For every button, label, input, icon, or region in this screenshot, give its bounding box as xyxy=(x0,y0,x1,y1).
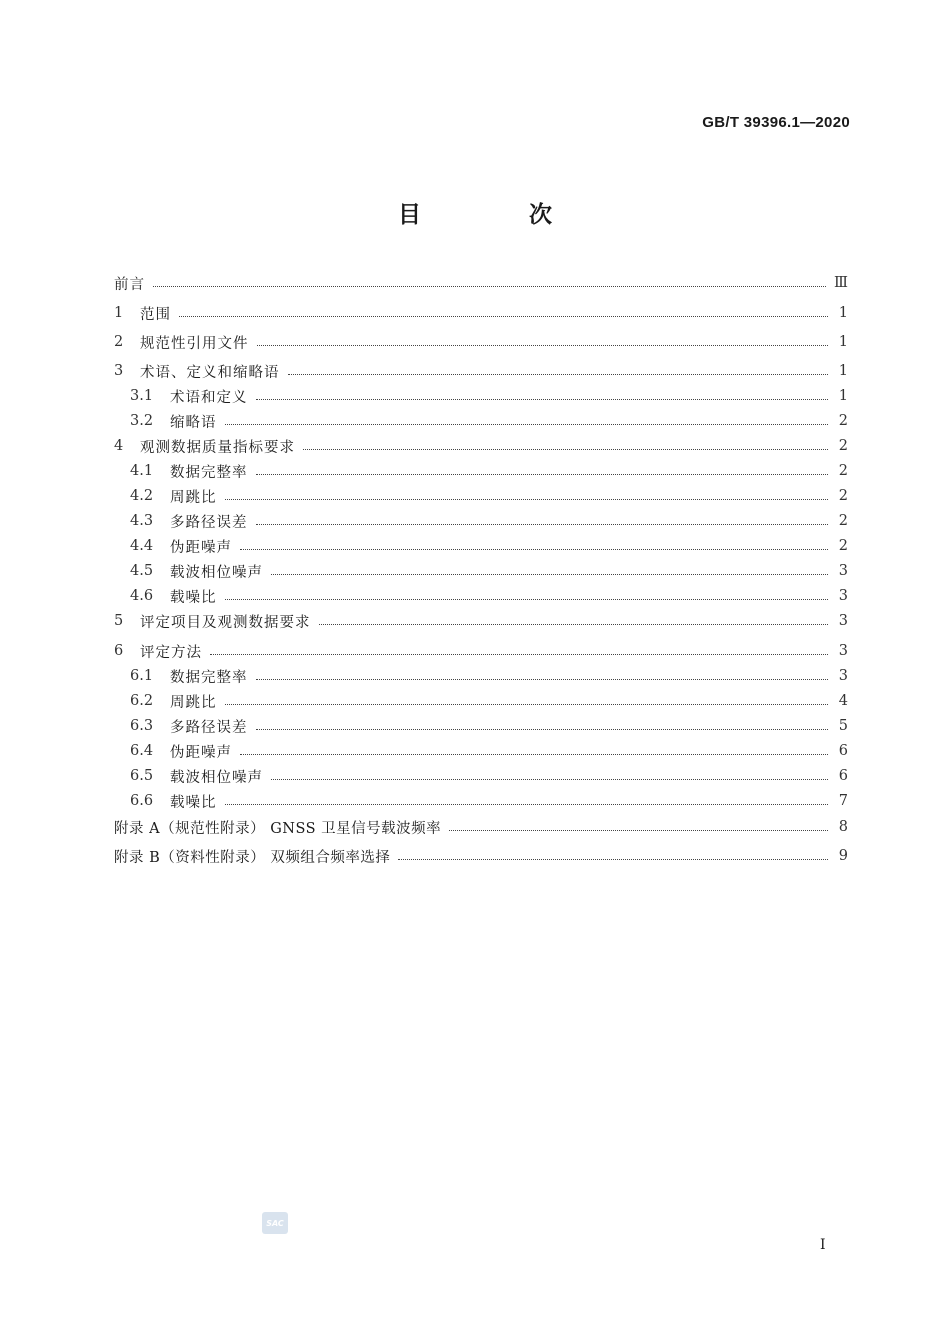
toc-entry-label: 伪距噪声 xyxy=(170,744,232,761)
toc-entry-label: 前言 xyxy=(114,276,145,293)
toc-entry-number: 6.2 xyxy=(130,693,154,709)
toc-entry-page: 3 xyxy=(838,668,848,684)
toc-entry[interactable] xyxy=(114,385,848,407)
dot-leader xyxy=(319,624,829,625)
toc-entry[interactable] xyxy=(114,665,848,687)
dot-leader xyxy=(271,574,828,575)
toc-entry[interactable] xyxy=(114,585,848,607)
toc-entry[interactable] xyxy=(114,410,848,432)
toc-entry-page: 2 xyxy=(838,438,848,454)
toc-entry-number: 1 xyxy=(114,305,124,321)
toc-entry[interactable] xyxy=(114,790,848,812)
page-title: 目 次 xyxy=(397,202,602,228)
toc-entry-page: 3 xyxy=(838,563,848,579)
toc-entry-page: 2 xyxy=(838,463,848,479)
standard-code: GB/T 39396.1—2020 xyxy=(702,114,850,131)
toc-entry[interactable] xyxy=(114,360,848,382)
toc-entry[interactable] xyxy=(114,331,848,353)
toc-entry-page: 1 xyxy=(838,388,848,404)
dot-leader xyxy=(153,286,826,287)
toc-entry[interactable] xyxy=(114,690,848,712)
dot-leader xyxy=(225,424,829,425)
sac-logo-icon: SAC xyxy=(262,1212,288,1234)
toc-entry-page: 6 xyxy=(838,768,848,784)
toc-entry-page: 9 xyxy=(838,848,848,864)
toc-entry-page: 1 xyxy=(838,363,848,379)
toc-entry-page: 1 xyxy=(838,305,848,321)
dot-leader xyxy=(225,599,829,600)
toc-entry-page: 2 xyxy=(838,413,848,429)
toc-entry-number: 6 xyxy=(114,643,124,659)
dot-leader xyxy=(398,859,828,860)
toc-entry-page: 8 xyxy=(838,819,848,835)
toc-entry[interactable] xyxy=(114,560,848,582)
toc-entry-label: 载噪比 xyxy=(170,589,217,606)
toc-entry-label: 附录 B（资料性附录） 双频组合频率选择 xyxy=(114,849,391,866)
toc-entry-label: 附录 A（规范性附录） GNSS 卫星信号载波频率 xyxy=(114,820,442,837)
dot-leader xyxy=(256,729,829,730)
toc-entry-page: 2 xyxy=(838,538,848,554)
toc-entry[interactable] xyxy=(114,272,848,294)
toc-entry-label: 缩略语 xyxy=(170,414,217,431)
toc-entry-label: 周跳比 xyxy=(170,489,217,506)
toc-entry[interactable] xyxy=(114,640,848,662)
toc-entry[interactable] xyxy=(114,740,848,762)
toc-entry-number: 4.3 xyxy=(130,513,154,529)
toc-entry-page: 5 xyxy=(838,718,848,734)
toc-entry-page: 6 xyxy=(838,743,848,759)
toc-entry[interactable] xyxy=(114,610,848,632)
toc-entry-label: 术语、定义和缩略语 xyxy=(140,364,280,381)
toc-entry-page: 1 xyxy=(838,334,848,350)
dot-leader xyxy=(256,524,829,525)
toc-entry-number: 4.6 xyxy=(130,588,154,604)
toc-entry-number: 4.4 xyxy=(130,538,154,554)
toc-entry-number: 6.3 xyxy=(130,718,154,734)
page-number: I xyxy=(820,1237,826,1253)
toc-entry[interactable] xyxy=(114,435,848,457)
toc-entry-label: 数据完整率 xyxy=(170,669,248,686)
dot-leader xyxy=(256,399,829,400)
toc-entry-number: 4.2 xyxy=(130,488,154,504)
toc-entry[interactable] xyxy=(114,460,848,482)
toc-entry-number: 6.4 xyxy=(130,743,154,759)
toc-entry-number: 3.1 xyxy=(130,388,154,404)
toc-entry-number: 6.6 xyxy=(130,793,154,809)
toc-entry-page: 3 xyxy=(838,588,848,604)
toc-entry-number: 4.1 xyxy=(130,463,154,479)
dot-leader xyxy=(303,449,828,450)
toc-entry-page: 4 xyxy=(838,693,848,709)
toc-entry-number: 3.2 xyxy=(130,413,154,429)
toc-entry[interactable] xyxy=(114,302,848,324)
toc-entry-number: 4 xyxy=(114,438,124,454)
toc-entry[interactable] xyxy=(114,485,848,507)
toc-entry-label: 周跳比 xyxy=(170,694,217,711)
toc-entry-label: 多路径误差 xyxy=(170,514,248,531)
toc-entry[interactable] xyxy=(114,765,848,787)
toc-entry-label: 术语和定义 xyxy=(170,389,248,406)
dot-leader xyxy=(240,754,828,755)
toc-entry-page: 3 xyxy=(838,643,848,659)
toc-entry-label: 评定方法 xyxy=(140,644,202,661)
toc-entry-label: 载噪比 xyxy=(170,794,217,811)
dot-leader xyxy=(210,654,828,655)
toc-entry-number: 3 xyxy=(114,363,124,379)
toc-entry-number: 6.5 xyxy=(130,768,154,784)
dot-leader xyxy=(256,474,829,475)
dot-leader xyxy=(449,830,828,831)
dot-leader xyxy=(256,679,829,680)
toc-entry-label: 数据完整率 xyxy=(170,464,248,481)
dot-leader xyxy=(271,779,828,780)
toc-entry[interactable] xyxy=(114,535,848,557)
toc-entry-page: Ⅲ xyxy=(834,275,848,291)
toc-entry-label: 范围 xyxy=(140,306,171,323)
toc-entry-label: 载波相位噪声 xyxy=(170,564,263,581)
toc-entry[interactable] xyxy=(114,510,848,532)
toc-entry-label: 伪距噪声 xyxy=(170,539,232,556)
toc-entry-page: 7 xyxy=(838,793,848,809)
toc-entry-label: 观测数据质量指标要求 xyxy=(140,439,295,456)
toc-entry-number: 5 xyxy=(114,613,124,629)
dot-leader xyxy=(257,345,829,346)
dot-leader xyxy=(225,499,829,500)
toc-entry-number: 2 xyxy=(114,334,124,350)
toc-entry[interactable] xyxy=(114,715,848,737)
toc-entry-number: 4.5 xyxy=(130,563,154,579)
toc-entry-number: 6.1 xyxy=(130,668,154,684)
dot-leader xyxy=(225,704,829,705)
dot-leader xyxy=(288,374,829,375)
dot-leader xyxy=(240,549,828,550)
toc-entry-label: 载波相位噪声 xyxy=(170,769,263,786)
toc-entry-page: 2 xyxy=(838,488,848,504)
toc-entry-page: 3 xyxy=(838,613,848,629)
dot-leader xyxy=(179,316,828,317)
toc-entry[interactable] xyxy=(114,816,848,838)
dot-leader xyxy=(225,804,829,805)
toc-entry[interactable] xyxy=(114,845,848,867)
toc-entry-label: 规范性引用文件 xyxy=(140,335,249,352)
toc-entry-page: 2 xyxy=(838,513,848,529)
toc-entry-label: 评定项目及观测数据要求 xyxy=(140,614,311,631)
toc-entry-label: 多路径误差 xyxy=(170,719,248,736)
